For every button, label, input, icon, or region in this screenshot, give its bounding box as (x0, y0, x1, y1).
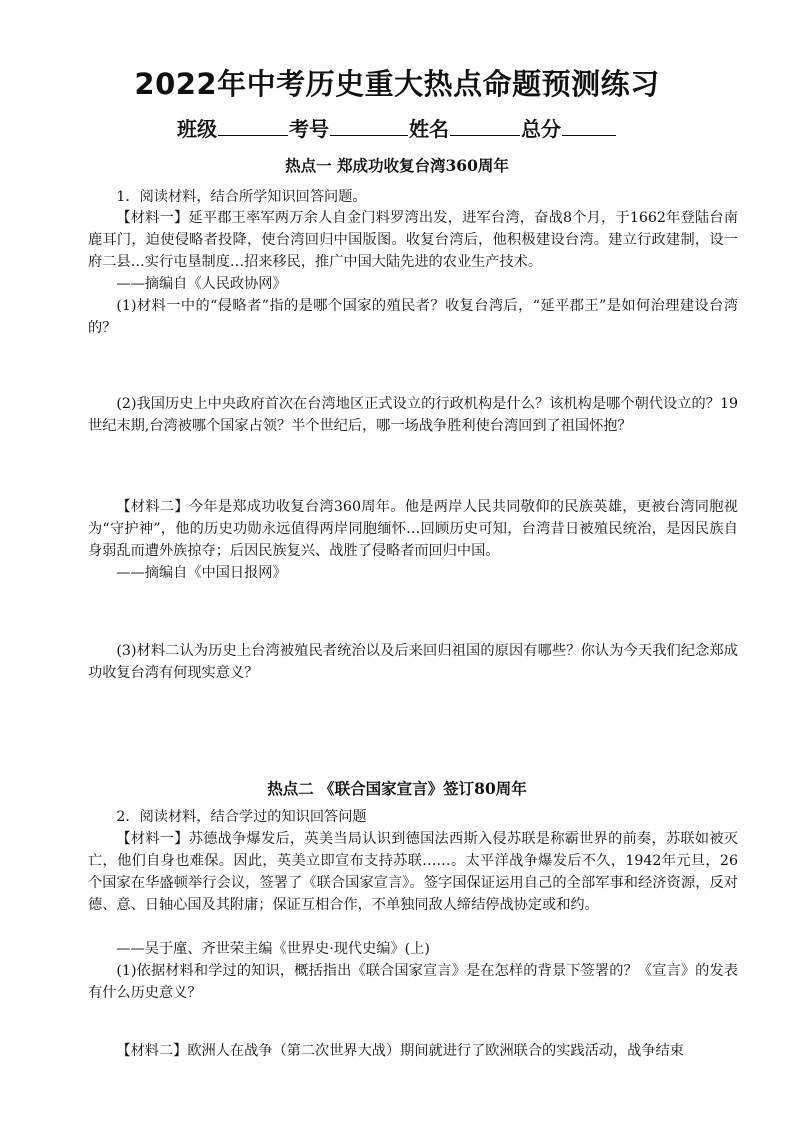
name-blank (450, 117, 520, 136)
hotspot1-question-intro: 1．阅读材料，结合所学知识回答问题。 (116, 189, 367, 205)
score-label: 总分 (521, 117, 561, 141)
hotspot1-material1-source: ——摘编自《人民政协网》 (116, 276, 287, 292)
hotspot1-material1: 【材料一】延平郡王率军两万余人自金门料罗湾出发，进军台湾，奋战8个月，于1662年登陆台南鹿耳门，迫使侵略者投降，使台湾回归中国版图。收复台湾后，他积极建设台湾。建立行政建制，设一府二县…实行屯垦制度…招来移民，推广中国大陆先进的农业生产技术。 (88, 210, 738, 270)
hotspot2-material2: 【材料二】欧洲人在战争（第二次世界大战）期间就进行了欧洲联合的实践活动，战争结束 (116, 1043, 684, 1059)
hotspot2-heading: 热点二 《联合国家宣言》签订80周年 (267, 779, 527, 798)
hotspot1-material2: 【材料二】今年是郑成功收复台湾360周年。他是两岸人民共同敬仰的民族英雄，更被台湾同胞视为“守护神”，他的历史功勋永远值得两岸同胞缅怀…回顾历史可知，台湾昔日被殖民统治，是因民族自身弱乱而遭外族掠夺；后因民族复兴、战胜了侵略者而回归中国。 (88, 499, 738, 559)
hotspot2-material1-source: ——吴于廑、齐世荣主编《世界史·现代史编》(上) (116, 941, 430, 957)
number-blank (330, 117, 408, 136)
hotspot1-question3: (3)材料二认为历史上台湾被殖民者统治以及后来回归祖国的原因有哪些？你认为今天我们纪念郑成功收复台湾有何现实意义？ (88, 643, 738, 681)
name-label: 姓名 (409, 117, 449, 141)
hotspot1-question2: (2)我国历史上中央政府首次在台湾地区正式设立的行政机构是什么？该机构是哪个朝代设立的？19世纪末期,台湾被哪个国家占领？半个世纪后，哪一场战争胜利使台湾回到了祖国怀抱？ (88, 396, 738, 434)
hotspot1-question1: (1)材料一中的“侵略者”指的是哪个国家的殖民者？收复台湾后，“延平郡王”是如何治理建设台湾的？ (88, 298, 738, 336)
score-blank (562, 117, 616, 136)
class-blank (218, 117, 288, 136)
hotspot2-question-intro: 2．阅读材料，结合学过的知识回答问题 (116, 809, 367, 825)
hotspot1-material2-source: ——摘编自《中国日报网》 (116, 565, 287, 581)
page-title: 2022年中考历史重大热点命题预测练习 (134, 67, 660, 101)
hotspot2-material1: 【材料一】苏德战争爆发后，英美当局认识到德国法西斯入侵苏联是称霸世界的前奏，苏联如被灭亡，他们自身也难保。因此，英美立即宣布支持苏联……。太平洋战争爆发后不久，1942年元旦，26个国家在华盛顿举行会议，签署了《联合国家宣言》。签字国保证运用自己的全部军事和经济资源，反对德、意、日轴心国及其附庸；保证互相合作，不单独同敌人缔结停战协定或和约。 (88, 831, 738, 913)
student-info-fields (0, 113, 794, 142)
number-label: 考号 (289, 117, 329, 141)
hotspot1-heading: 热点一 郑成功收复台湾360周年 (285, 156, 509, 175)
hotspot2-question1: (1)依据材料和学过的知识，概括指出《联合国家宣言》是在怎样的背景下签署的？《宣言》的发表有什么历史意义？ (88, 963, 738, 1001)
class-label: 班级 (177, 117, 217, 141)
